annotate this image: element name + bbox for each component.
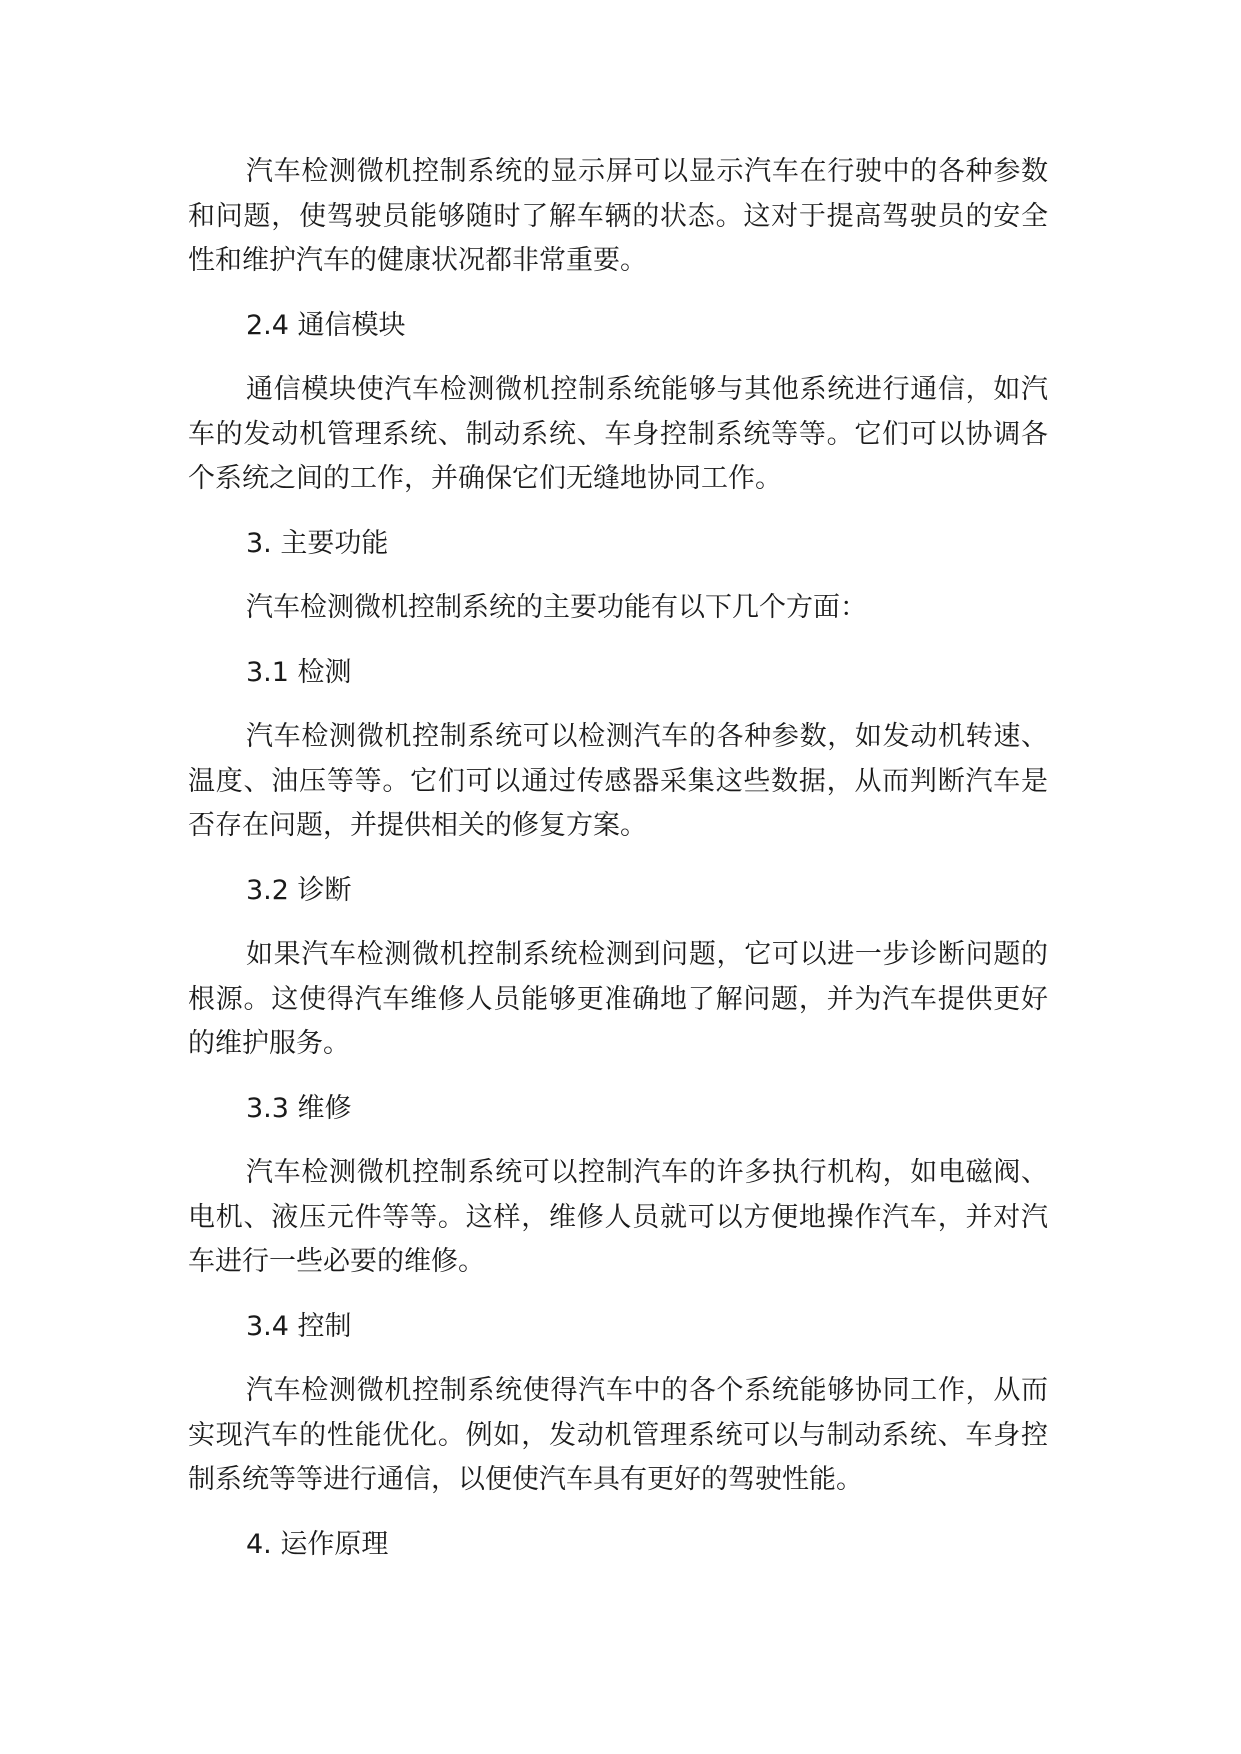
- paragraph-detection: 汽车检测微机控制系统可以检测汽车的各种参数，如发动机转速、温度、油压等等。它们可以通过传感器采集这些数据，从而判断汽车是否存在问题，并提供相关的修复方案。: [188, 721, 1048, 841]
- section-heading-4: 4. 运作原理: [246, 1528, 389, 1560]
- paragraph-communication-module: 通信模块使汽车检测微机控制系统能够与其他系统进行通信，如汽车的发动机管理系统、制动系统、车身控制系统等等。它们可以协调各个系统之间的工作，并确保它们无缝地协同工作。: [188, 374, 1048, 494]
- section-heading-3-2: 3.2 诊断: [246, 874, 352, 906]
- paragraph-maintenance: 汽车检测微机控制系统可以控制汽车的许多执行机构，如电磁阀、电机、液压元件等等。这样，维修人员就可以方便地操作汽车，并对汽车进行一些必要的维修。: [188, 1157, 1048, 1277]
- section-heading-3-4: 3.4 控制: [246, 1310, 352, 1342]
- section-heading-3-3: 3.3 维修: [246, 1092, 352, 1124]
- paragraph-control: 汽车检测微机控制系统使得汽车中的各个系统能够协同工作，从而实现汽车的性能优化。例如，发动机管理系统可以与制动系统、车身控制系统等等进行通信，以便使汽车具有更好的驾驶性能。: [188, 1375, 1048, 1495]
- paragraph-diagnosis: 如果汽车检测微机控制系统检测到问题，它可以进一步诊断问题的根源。这使得汽车维修人员能够更准确地了解问题，并为汽车提供更好的维护服务。: [188, 939, 1048, 1059]
- section-heading-3-1: 3.1 检测: [246, 656, 352, 688]
- paragraph-main-functions-intro: 汽车检测微机控制系统的主要功能有以下几个方面：: [246, 592, 867, 623]
- section-heading-2-4: 2.4 通信模块: [246, 309, 406, 341]
- document-page: [188, 150, 1048, 1587]
- paragraph-display-screen: 汽车检测微机控制系统的显示屏可以显示汽车在行驶中的各种参数和问题，使驾驶员能够随时了解车辆的状态。这对于提高驾驶员的安全性和维护汽车的健康状况都非常重要。: [188, 156, 1048, 276]
- section-heading-3: 3. 主要功能: [246, 527, 389, 559]
